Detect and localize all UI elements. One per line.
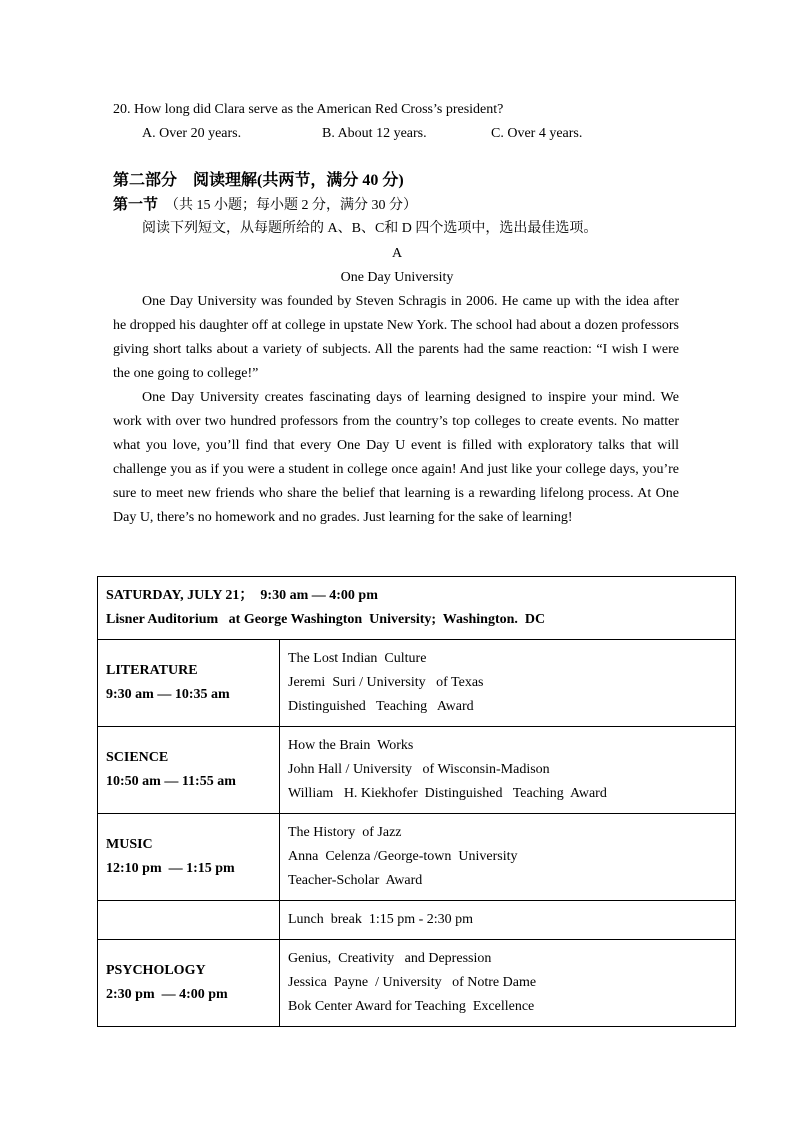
answer-options <box>113 122 713 146</box>
session-topic: The Lost Indian Culture <box>288 651 427 666</box>
session-detail-cell <box>280 814 736 901</box>
section-title <box>113 193 417 218</box>
passage-paragraph-2: One Day University creates fascinating days of learning designed to inspire your mind. We work with over two hundred professors from the country’s top colleges to create events. No matter what you love, you’ll find that every One Day U event is filled with exploratory talks that will challenge you as if you were a student in college once again! And just like your college days, you’re sure to meet new friends who share the belief that learning is a rewarding lifelong process. At One Day U, there’s no homework and no grades. Just learning for the sake of learning! <box>113 390 679 525</box>
session-subject-cell <box>98 814 280 901</box>
schedule-date-time: SATURDAY, JULY 21； 9:30 am — 4:00 pm <box>106 588 378 603</box>
schedule-header-row <box>98 577 736 640</box>
section-detail: （共 15 小题；每小题 2 分，满分 30 分） <box>158 198 418 213</box>
session-award: Distinguished Teaching Award <box>288 699 474 714</box>
session-award: Bok Center Award for Teaching Excellence <box>288 999 535 1014</box>
option-c[interactable]: C. Over 4 years. <box>491 126 583 141</box>
session-topic: Genius, Creativity and Depression <box>288 951 492 966</box>
session-detail-cell <box>280 940 736 1027</box>
table-row <box>98 814 736 901</box>
session-subject-cell <box>98 727 280 814</box>
session-subject-cell <box>98 640 280 727</box>
section-name: 第一节 <box>113 197 159 213</box>
session-time: 12:10 pm — 1:15 pm <box>106 861 235 876</box>
session-detail-cell <box>280 727 736 814</box>
question-20 <box>113 98 713 146</box>
session-detail-cell <box>280 640 736 727</box>
passage-letter: A <box>391 246 403 261</box>
option-b[interactable]: B. About 12 years. <box>322 126 427 141</box>
session-speaker: Jeremi Suri / University of Texas <box>288 675 484 690</box>
lunch-subject-cell <box>98 901 280 940</box>
session-subject: LITERATURE <box>106 663 198 678</box>
schedule-header <box>98 577 736 640</box>
part-title: 第二部分 阅读理解(共两节，满分 40 分) <box>113 172 404 189</box>
table-row <box>98 940 736 1027</box>
question-stem: 20. How long did Clara serve as the American Red Cross’s president? <box>113 102 504 117</box>
passage-title: One Day University <box>340 270 454 285</box>
schedule-table <box>97 576 736 1027</box>
table-row <box>98 727 736 814</box>
session-subject: SCIENCE <box>106 750 169 765</box>
session-speaker: Jessica Payne / University of Notre Dame <box>288 975 537 990</box>
session-subject-cell <box>98 940 280 1027</box>
session-time: 9:30 am — 10:35 am <box>106 687 230 702</box>
session-award: William H. Kiekhofer Distinguished Teaching Award <box>288 786 607 801</box>
session-time: 2:30 pm — 4:00 pm <box>106 987 228 1002</box>
session-subject: PSYCHOLOGY <box>106 963 206 978</box>
lunch-break: Lunch break 1:15 pm - 2:30 pm <box>288 912 474 927</box>
schedule-location: Lisner Auditorium at George Washington University; Washington. DC <box>106 612 546 627</box>
session-time: 10:50 am — 11:55 am <box>106 774 236 789</box>
session-subject: MUSIC <box>106 837 153 852</box>
instruction-text: 阅读下列短文，从每题所给的 A、B、C和 D 四个选项中，选出最佳选项。 <box>142 221 598 236</box>
lunch-detail-cell <box>280 901 736 940</box>
session-speaker: John Hall / University of Wisconsin-Madison <box>288 762 550 777</box>
table-row <box>98 640 736 727</box>
table-row <box>98 901 736 940</box>
option-a[interactable]: A. Over 20 years. <box>142 126 242 141</box>
passage-paragraph-1: One Day University was founded by Steven Schragis in 2006. He came up with the idea after he dropped his daughter off at college in upstate New York. The school had about a dozen professors giving short talks about a variety of subjects. All the parents had the same reaction: “I wish I were the one going to college!” <box>113 294 679 381</box>
session-speaker: Anna Celenza /George-town University <box>288 849 518 864</box>
session-topic: How the Brain Works <box>288 738 414 753</box>
session-award: Teacher-Scholar Award <box>288 873 423 888</box>
session-topic: The History of Jazz <box>288 825 402 840</box>
